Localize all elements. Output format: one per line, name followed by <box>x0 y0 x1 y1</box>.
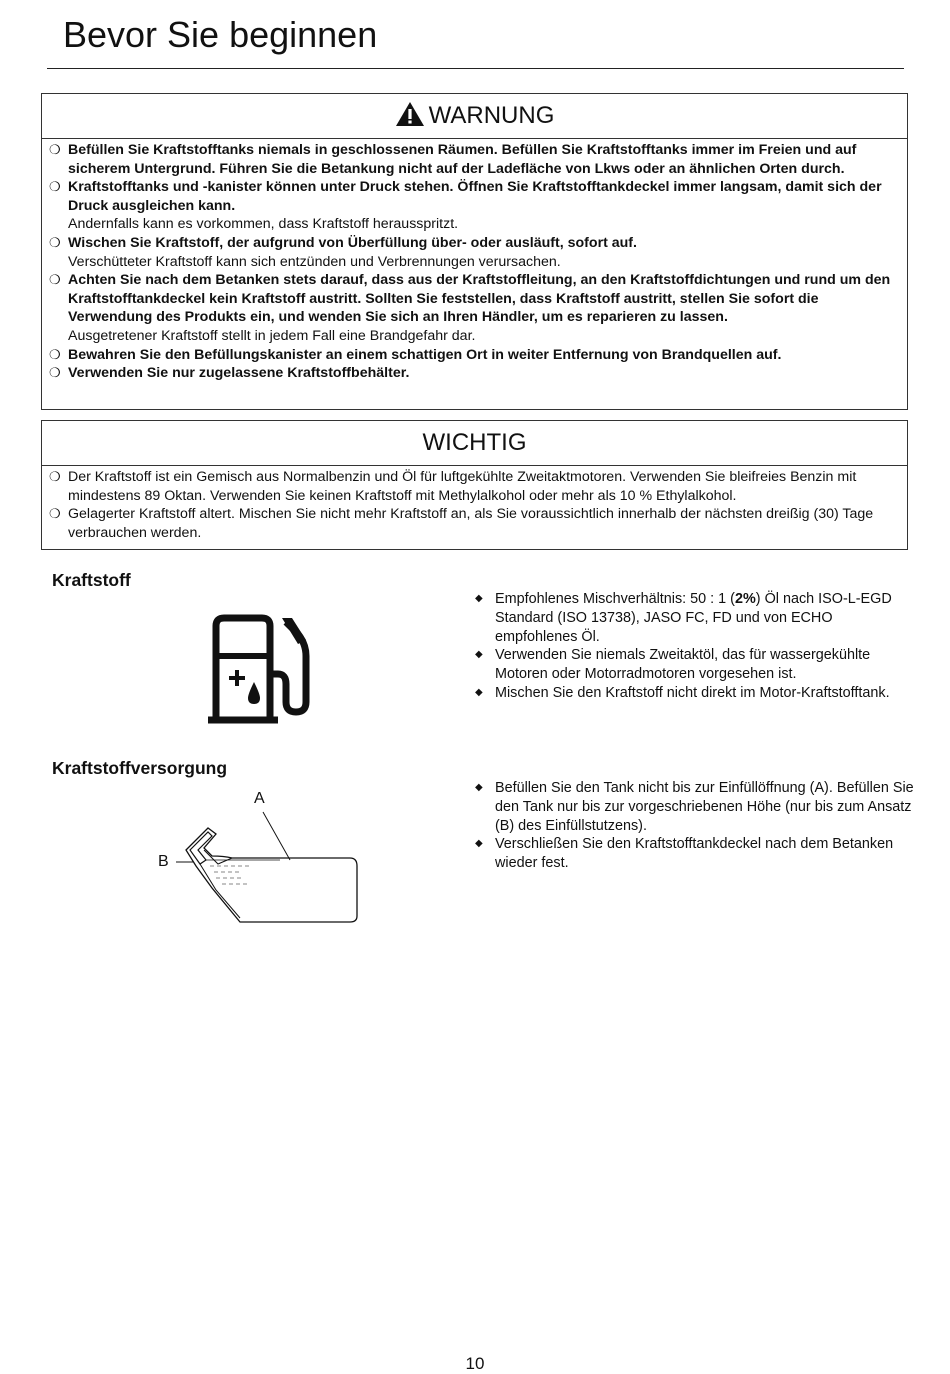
bullet-diamond-icon: ◆ <box>475 649 483 661</box>
bullet-circle-icon: ❍ <box>49 179 61 195</box>
bullet-circle-icon: ❍ <box>49 234 61 250</box>
important-header <box>42 421 907 466</box>
fuel-tank-diagram <box>170 806 365 928</box>
important-list <box>42 466 907 542</box>
fuel-list <box>475 590 915 703</box>
list-item: ◆ Verwenden Sie niemals Zweitaktöl, das für wassergekühlte Motoren oder Motorradmotoren vorgesehen ist. <box>475 647 871 683</box>
bullet-diamond-icon: ◆ <box>475 782 483 793</box>
warning-header <box>42 94 907 139</box>
warning-triangle-icon <box>395 101 425 127</box>
bullet-circle-icon: ❍ <box>49 272 61 288</box>
list-item: ❍ Achten Sie nach dem Betanken stets darauf, dass aus der Kraftstoffleitung, an den Kraftstoffdichtungen und rund um den Kraftstofftankdeckel kein Kraftstoff austritt. Sollten Sie feststellen, dass Kraftstoff austritt, stellen Sie sofort die Verwendung des Produkts ein, und wenden Sie sich an Ihren Händler, um es reparieren zu lassen. Ausgetretener Kraftstoff stellt in jedem Fall eine Brandgefahr dar. <box>49 272 891 344</box>
supply-section-title: Kraftstoffversorgung <box>52 758 228 778</box>
list-item: ◆ Empfohlenes Mischverhältnis: 50 : 1 (2%) Öl nach ISO-L-EGD Standard (ISO 13738), JASO FC, FD und von ECHO empfohlenes Öl. <box>475 591 892 645</box>
important-box <box>41 420 908 550</box>
label-a: A <box>254 790 265 807</box>
bullet-circle-icon: ❍ <box>49 365 61 381</box>
bullet-diamond-icon: ◆ <box>475 838 483 850</box>
supply-list <box>475 779 915 873</box>
list-item: ◆ Mischen Sie den Kraftstoff nicht direkt im Motor-Kraftstofftank. <box>475 684 890 701</box>
bullet-circle-icon: ❍ <box>49 506 61 522</box>
fuel-pump-icon <box>206 614 316 726</box>
bullet-circle-icon: ❍ <box>49 142 61 157</box>
list-item: ◆ Verschließen Sie den Kraftstofftankdeckel nach dem Betanken wieder fest. <box>475 836 894 872</box>
page-number: 10 <box>465 1354 485 1373</box>
warning-title: WARNUNG <box>428 102 555 129</box>
list-item: ❍ Wischen Sie Kraftstoff, der aufgrund von Überfüllung über- oder ausläuft, sofort auf. Verschütteter Kraftstoff kann sich entzünden und Verbrennungen verursachen. <box>49 234 637 270</box>
list-item: ❍ Bewahren Sie den Befüllungskanister an einem schattigen Ort in weiter Entfernung von Brandquellen auf. <box>49 346 782 363</box>
list-item: ❍ Befüllen Sie Kraftstofftanks niemals in geschlossenen Räumen. Befüllen Sie Kraftstofftanks immer im Freien und auf sicherem Untergrund. Führen Sie die Betankung nicht auf der Ladefläche von Lkws oder an ähnlichen Orten durch. <box>49 142 857 177</box>
bullet-circle-icon: ❍ <box>49 346 61 362</box>
bullet-diamond-icon: ◆ <box>475 686 483 698</box>
bullet-diamond-icon: ◆ <box>475 593 483 604</box>
title-divider <box>47 68 904 69</box>
warning-list <box>42 139 907 383</box>
important-title: WICHTIG <box>422 429 527 456</box>
label-b: B <box>158 853 169 870</box>
warning-box <box>41 93 908 410</box>
fuel-section-title: Kraftstoff <box>52 570 131 590</box>
page-title: Bevor Sie beginnen <box>63 14 378 55</box>
list-item: ❍ Gelagerter Kraftstoff altert. Mischen Sie nicht mehr Kraftstoff an, als Sie voraussichtlich innerhalb der nächsten dreißig (30) Tage verbrauchen werden. <box>49 506 874 541</box>
bullet-circle-icon: ❍ <box>49 469 61 484</box>
list-item: ❍ Der Kraftstoff ist ein Gemisch aus Normalbenzin und Öl für luftgekühlte Zweitaktmotoren. Verwenden Sie bleifreies Benzin mit mindestens 89 Oktan. Verwenden Sie keinen Kraftstoff mit Methylalkohol oder mehr als 10 % Ethylalkohol. <box>49 469 857 504</box>
list-item: ❍ Verwenden Sie nur zugelassene Kraftstoffbehälter. <box>49 365 410 382</box>
list-item: ❍ Kraftstofftanks und -kanister können unter Druck stehen. Öffnen Sie Kraftstofftankdeckel immer langsam, damit sich der Druck ausgleichen kann. Andernfalls kann es vorkommen, dass Kraftstoff herausspritzt. <box>49 179 882 233</box>
list-item: ◆ Befüllen Sie den Tank nicht bis zur Einfüllöffnung (A). Befüllen Sie den Tank nur bis zur vorgeschriebenen Höhe (nur bis zum Ansatz (B) des Einfüllstutzens). <box>475 780 914 834</box>
